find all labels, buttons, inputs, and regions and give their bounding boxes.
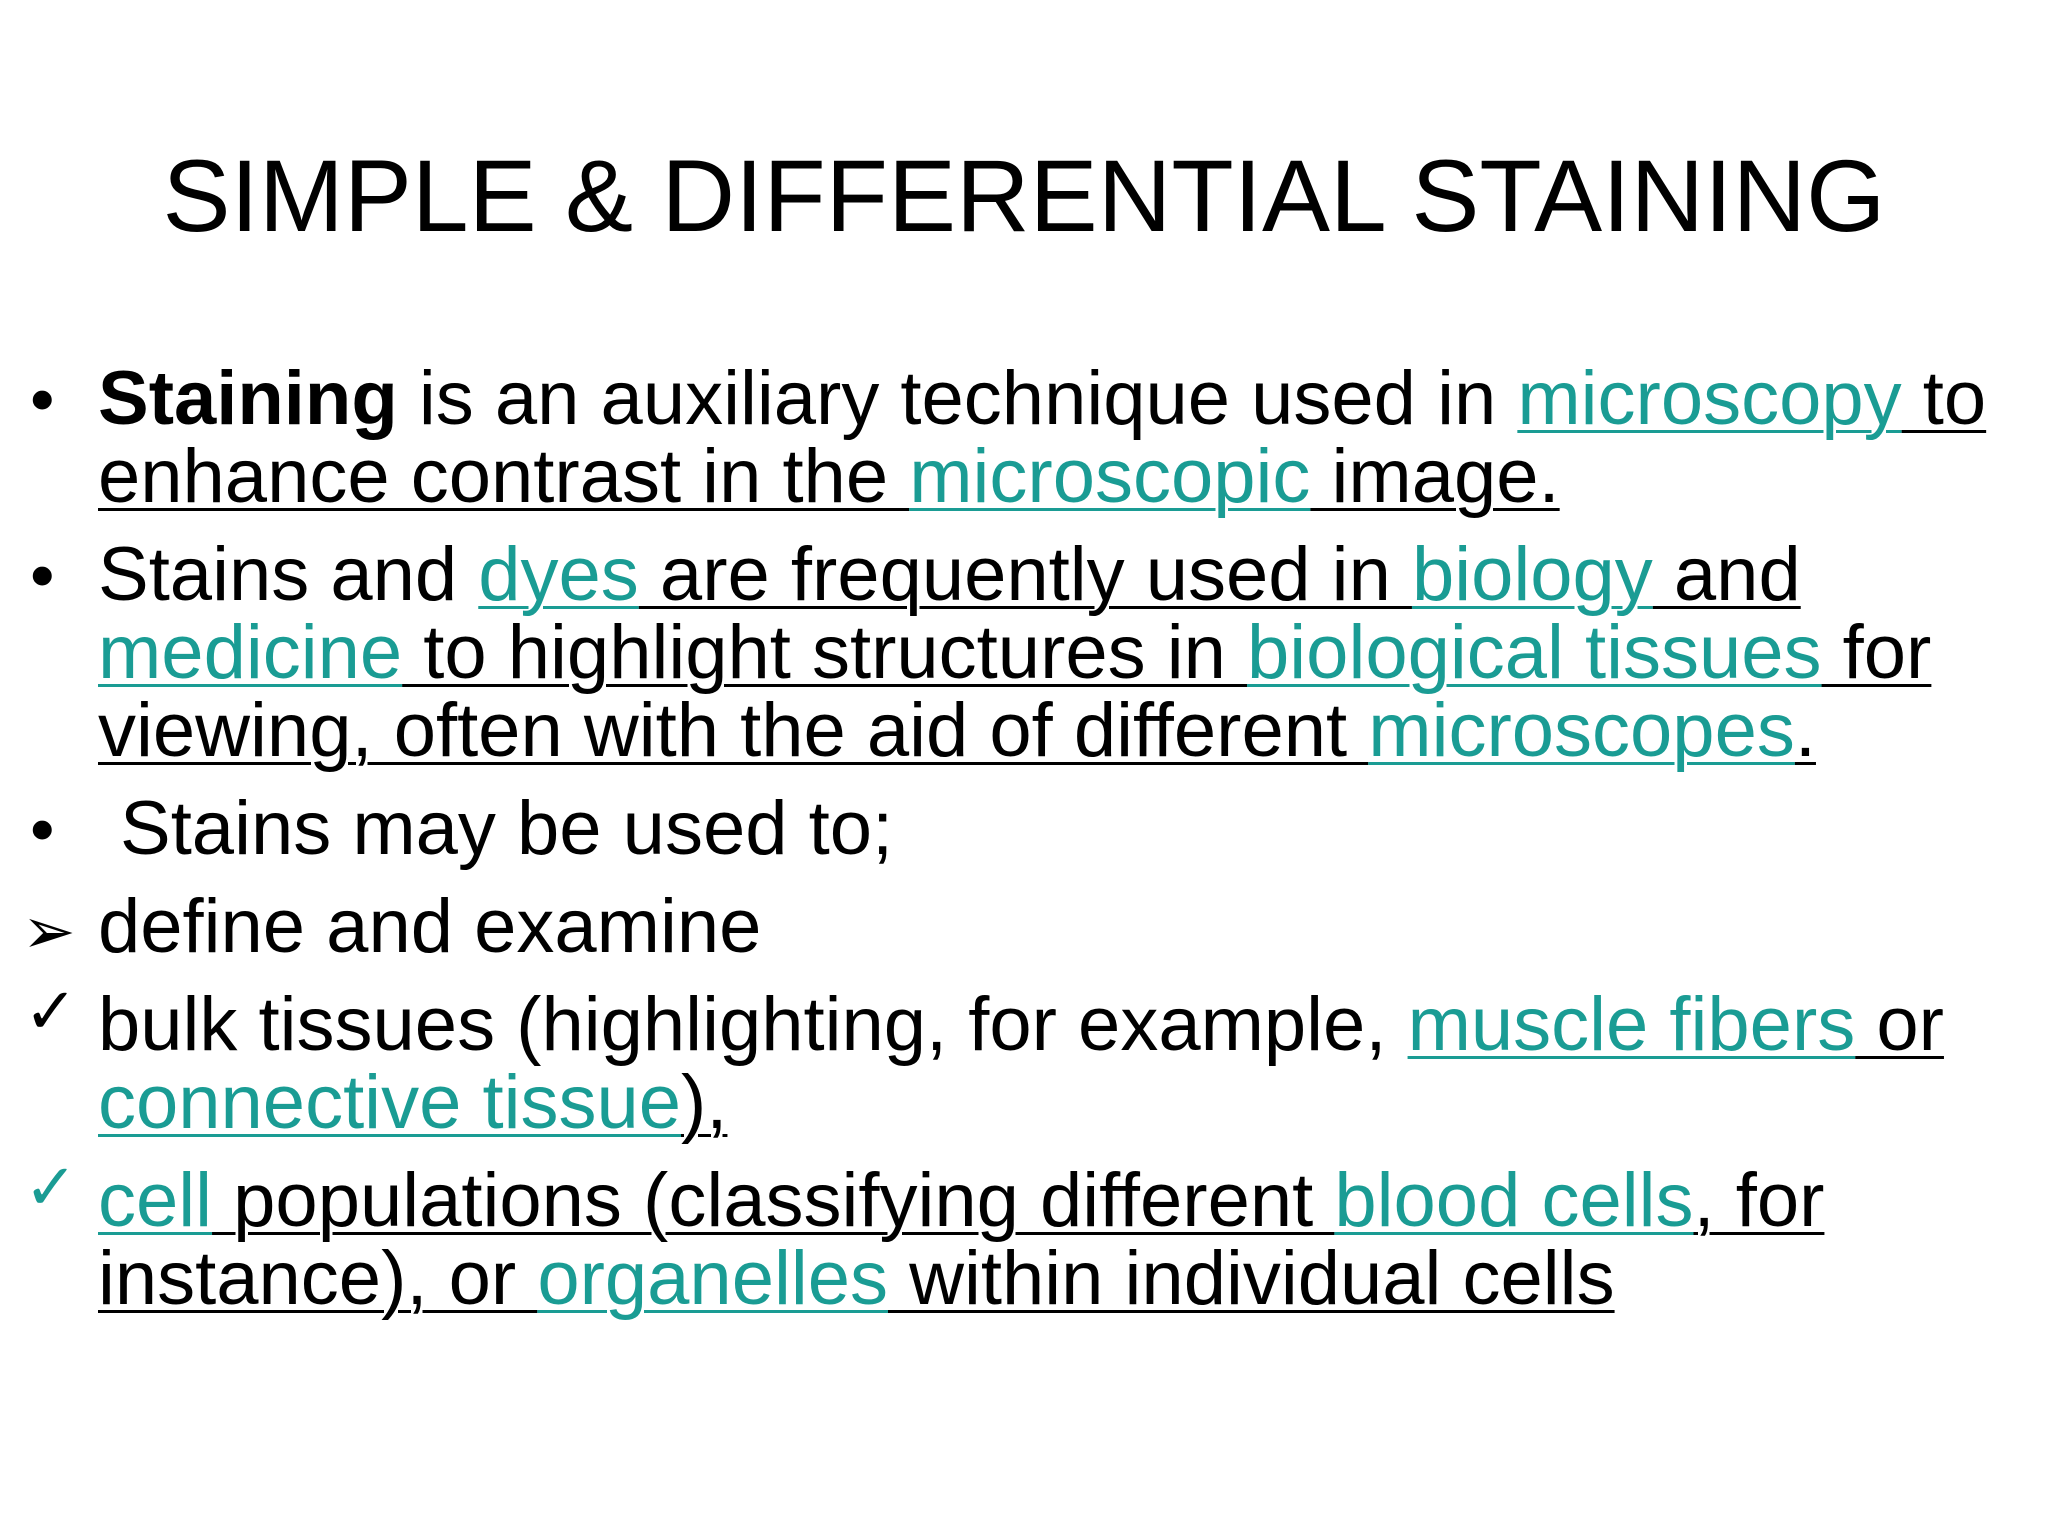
checkmark-icon: ✓ xyxy=(24,1151,78,1223)
link-biology[interactable]: biology xyxy=(1411,532,1653,617)
bullet-stains-uses xyxy=(0,786,2048,871)
link-microscopic[interactable]: microscopic xyxy=(909,434,1311,519)
link-microscopes[interactable]: microscopes xyxy=(1368,688,1795,773)
bullet-text: define and examine xyxy=(98,884,762,969)
bullet-text: . xyxy=(1794,688,1816,773)
link-cell[interactable]: cell xyxy=(98,1158,213,1243)
link-organelles[interactable]: organelles xyxy=(537,1236,888,1321)
bullet-staining-definition xyxy=(0,356,2048,519)
bullet-text: to enhance contrast in the xyxy=(98,356,1987,519)
bullet-text: within individual cells xyxy=(888,1236,1615,1321)
bullet-text: or xyxy=(1855,982,1944,1067)
check-item-bulk-tissues xyxy=(0,975,2048,1145)
bullet-dot-icon: • xyxy=(30,360,55,438)
bullet-text: populations (classifying different xyxy=(212,1158,1335,1243)
link-dyes[interactable]: dyes xyxy=(478,532,639,617)
link-muscle-fibers[interactable]: muscle fibers xyxy=(1407,982,1856,1067)
link-blood-cells[interactable]: blood cells xyxy=(1334,1158,1694,1243)
link-biological-tissues[interactable]: biological tissues xyxy=(1247,610,1822,695)
arrow-right-icon: ➢ xyxy=(22,895,76,967)
bullet-text: are frequently used in xyxy=(638,532,1412,617)
bullet-text: Stains may be used to; xyxy=(120,786,894,871)
bullet-text: is an auxiliary technique used in xyxy=(397,356,1518,441)
checkmark-icon: ✓ xyxy=(24,975,78,1047)
bullet-text: image. xyxy=(1310,434,1560,519)
bullet-dot-icon: • xyxy=(30,790,55,868)
link-microscopy[interactable]: microscopy xyxy=(1517,356,1902,441)
bullet-text: for viewing, often with the aid of different xyxy=(98,610,1932,773)
bullet-text: ), xyxy=(681,1060,728,1145)
bullet-text: Stains and xyxy=(98,532,479,617)
bullet-stains-and-dyes xyxy=(0,532,2048,773)
bullet-text: bulk tissues (highlighting, for example, xyxy=(98,982,1408,1067)
link-medicine[interactable]: medicine xyxy=(98,610,403,695)
bullet-text: and xyxy=(1652,532,1801,617)
bullet-list xyxy=(0,356,2048,1338)
bullet-text: , for instance), or xyxy=(98,1158,1825,1321)
check-item-cell-populations xyxy=(0,1151,2048,1321)
term-staining: Staining xyxy=(98,356,398,441)
link-connective-tissue[interactable]: connective tissue xyxy=(98,1060,681,1145)
arrow-item-define-examine xyxy=(0,884,2048,969)
bullet-dot-icon: • xyxy=(30,536,55,614)
bullet-text: to highlight structures in xyxy=(402,610,1248,695)
slide-title: SIMPLE & DIFFERENTIAL STAINING xyxy=(162,139,1886,253)
